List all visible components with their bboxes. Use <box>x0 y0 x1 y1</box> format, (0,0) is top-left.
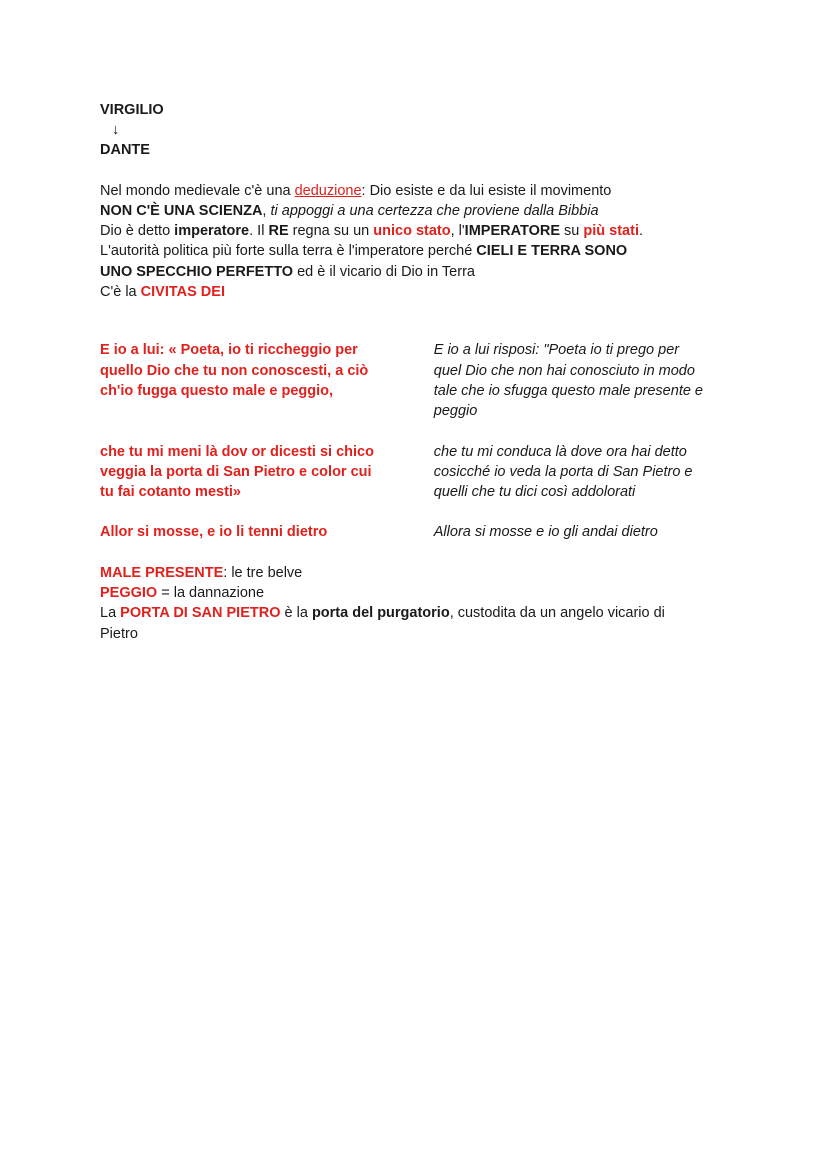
verse-line: tu fai cotanto mesti» <box>100 484 241 501</box>
text: su <box>560 223 584 240</box>
paraphrase-line: cosicché io veda la porta di San Pietro e <box>433 463 693 480</box>
paraphrase-line: peggio <box>433 403 478 420</box>
verse-paraphrase <box>434 522 730 542</box>
text: Dio è detto <box>100 223 175 240</box>
text: La <box>100 605 121 622</box>
verse-line: Allor si mosse, e io li tenni dietro <box>100 524 328 541</box>
text: regna su un <box>288 223 374 240</box>
verse-original <box>100 442 434 503</box>
text: ed è il vicario di Dio in Terra <box>293 263 475 280</box>
verse-line: E io a lui: « Poeta, io ti riccheggio per <box>100 342 358 359</box>
bold-text: UNO SPECCHIO PERFETTO <box>100 263 294 280</box>
bold-text: porta del purgatorio <box>311 605 450 622</box>
paraphrase-line: che tu mi conduca là dove ora hai detto <box>433 443 687 460</box>
text: , l' <box>450 223 465 240</box>
verse-line: quello Dio che tu non conoscesti, a ciò <box>100 362 369 379</box>
bold-text: CIELI E TERRA SONO <box>476 243 628 260</box>
intro-paragraph <box>100 181 730 303</box>
document-page <box>100 100 730 644</box>
verse-line: ch'io fugga questo male e peggio, <box>100 382 334 399</box>
paraphrase-line: Allora si mosse e io gli andai dietro <box>433 524 658 541</box>
verse-original <box>100 340 434 421</box>
bold-text: IMPERATORE <box>464 223 561 240</box>
verses-table <box>100 340 730 542</box>
heading-dante: DANTE <box>100 142 150 159</box>
red-bold-text: MALE PRESENTE <box>100 564 224 581</box>
deduzione-link[interactable]: deduzione <box>294 182 362 199</box>
text: . Il <box>249 223 269 240</box>
paraphrase-line: quel Dio che non hai conosciuto in modo <box>433 362 695 379</box>
paraphrase-line: tale che io sfugga questo male presente e <box>433 382 703 399</box>
text: L'autorità politica più forte sulla terra è l'imperatore perché <box>100 243 477 260</box>
red-bold-text: più stati <box>583 223 639 240</box>
verse-row <box>100 522 730 542</box>
verse-line: che tu mi meni là dov or dicesti si chico <box>100 443 374 460</box>
red-bold-text: PORTA DI SAN PIETRO <box>120 605 281 622</box>
text: . <box>638 223 644 240</box>
text: C'è la <box>100 284 141 301</box>
verse-paraphrase <box>434 340 730 421</box>
text: , custodita da un angelo vicario di <box>449 605 665 622</box>
paraphrase-line: quelli che tu dici così addolorati <box>433 484 636 501</box>
verse-original <box>100 522 434 542</box>
verse-paraphrase <box>434 442 730 503</box>
verse-row <box>100 442 730 503</box>
bold-text: NON C'È UNA SCIENZA <box>100 202 263 219</box>
text: , <box>262 202 271 219</box>
text: è la <box>280 605 312 622</box>
bold-text: RE <box>268 223 289 240</box>
text: = la dannazione <box>157 585 265 602</box>
verse-row <box>100 340 730 421</box>
red-bold-text: unico stato <box>373 223 451 240</box>
text: Pietro <box>100 625 138 642</box>
text: Nel mondo medievale c'è una <box>100 182 295 199</box>
italic-text: ti appoggi a una certezza che proviene dalla Bibbia <box>270 202 599 219</box>
text: : le tre belve <box>223 564 303 581</box>
paraphrase-line: E io a lui risposi: "Poeta io ti prego per <box>433 342 680 359</box>
verse-line: veggia la porta di San Pietro e color cui <box>100 463 372 480</box>
heading-virgilio: VIRGILIO <box>100 102 164 118</box>
down-arrow-icon: ↓ <box>112 122 120 139</box>
red-bold-text: CIVITAS DEI <box>140 284 225 301</box>
text: : Dio esiste e da lui esiste il movimento <box>361 182 612 199</box>
bold-text: imperatore <box>174 223 250 240</box>
notes-paragraph <box>100 563 730 644</box>
red-bold-text: PEGGIO <box>100 585 158 602</box>
